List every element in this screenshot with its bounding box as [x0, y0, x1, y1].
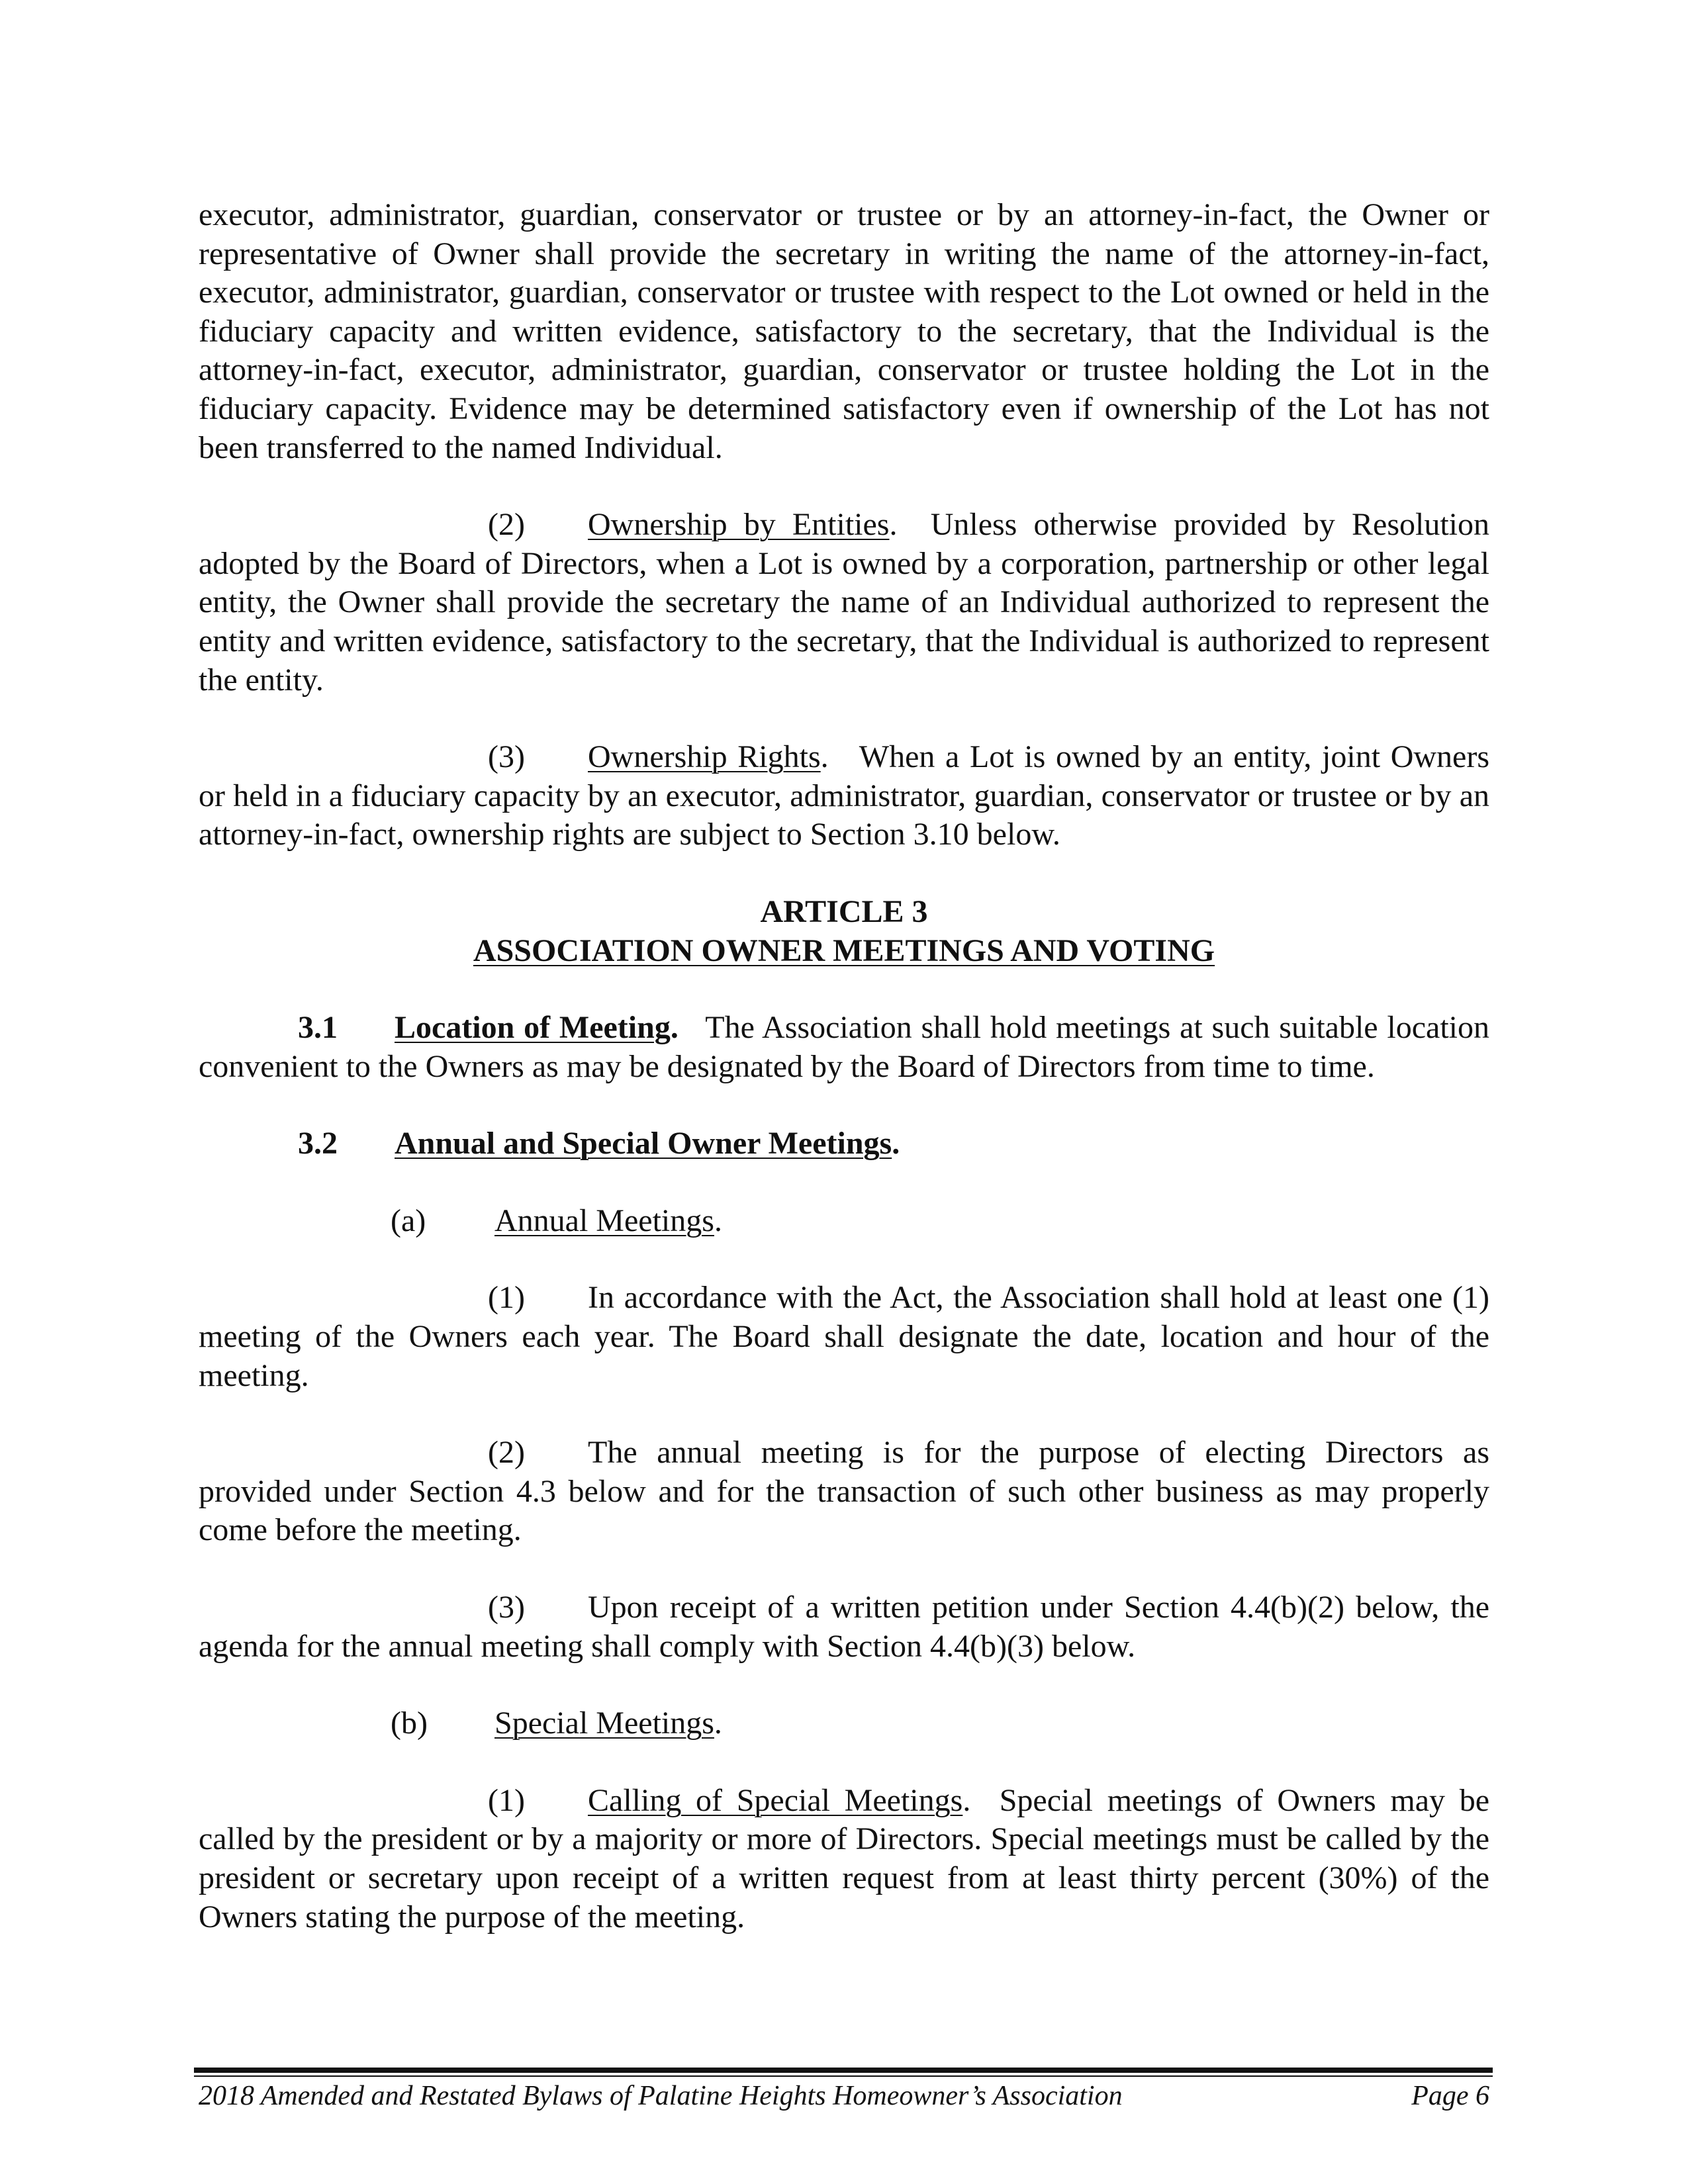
item-number: (1): [488, 1280, 525, 1316]
subsection-heading: Special Meetings: [494, 1706, 714, 1741]
item-heading: Calling of Special Meetings: [588, 1782, 963, 1818]
page-footer: [199, 2078, 1489, 2114]
special-item-1: (1) Calling of Special Meetings. Special meetings of Owners may be called by the president or by a majority or more of Directors. Special meetings must be called by the president or secretary upon receipt of a written request from at least thirty percent (30%) of the Owners stating the purpose of the meeting.: [199, 1782, 1489, 1934]
section-heading: Annual and Special Owner Meetings: [395, 1126, 892, 1161]
section-3-1: 3.1 Location of Meeting. The Association shall hold meetings at such suitable location convenient to the Owners as may be designated by the Board of Directors from time to time.: [199, 1010, 1489, 1084]
item-text: Unless otherwise provided by Resolution adopted by the Board of Directors, when a Lot is owned by a corporation, partnership or other legal entity, the Owner shall provide the secretary the name of an Individual authorized to represent the entity and written evidence, satisfactory to the secretary, that the Individual is authorized to represent the entity.: [199, 507, 1489, 698]
footer-divider: [194, 2068, 1493, 2077]
item-heading: Ownership by Entities: [588, 507, 890, 543]
item-number: (1): [488, 1782, 525, 1818]
item-heading: Ownership Rights: [588, 739, 821, 775]
item-text: Upon receipt of a written petition under Section 4.4(b)(2) below, the agenda for the annual meeting shall comply with Section 4.4(b)(3) below.: [199, 1590, 1489, 1664]
section-heading: Location of Meeting: [395, 1010, 671, 1046]
subsection-heading: Annual Meetings: [494, 1203, 714, 1238]
section-text: The Association shall hold meetings at such suitable location convenient to the Owners as may be designated by the Board of Directors from time to time.: [199, 1010, 1489, 1084]
item-number: (3): [488, 739, 525, 775]
item-text: Special meetings of Owners may be called by the president or by a majority or more of Directors. Special meetings must be called by the president or secretary upon receipt of a written request from at least thirty percent (30%) of the Owners stating the purpose of the meeting.: [199, 1782, 1489, 1934]
item-number: (2): [488, 507, 525, 543]
section-3-2: 3.2 Annual and Special Owner Meetings.: [199, 1124, 1489, 1163]
annual-item-3: [199, 1588, 1489, 1666]
section-number: 3.1: [298, 1010, 338, 1046]
item-number: (2): [488, 1435, 525, 1471]
paragraph-fiduciary: executor, administrator, guardian, conservator or trustee or by an attorney-in-fact, the Owner or representative of Owner shall provide the secretary in writing the name of the attorney-in-fact, executor, administrator, guardian, conservator or trustee with respect to the Lot owned or held in the fiduciary capacity and written evidence, satisfactory to the secretary, that the Individual is the attorney-in-fact, executor, administrator, guardian, conservator or trustee holding the Lot in the fiduciary capacity. Evidence may be determined satisfactory even if ownership of the Lot has not been transferred to the named Individual.: [199, 197, 1489, 465]
article-number: ARTICLE 3: [760, 893, 928, 929]
subsection-a: (a) Annual Meetings.: [199, 1202, 1489, 1241]
annual-item-1: [199, 1279, 1489, 1395]
page-number: Page 6: [1411, 2081, 1489, 2111]
item-text: The annual meeting is for the purpose of electing Directors as provided under Section 4.3 below and for the transaction of such other business as may properly come before the meeting.: [199, 1435, 1489, 1548]
subsection-letter: (a): [391, 1203, 426, 1238]
annual-item-2: [199, 1433, 1489, 1550]
item-text: In accordance with the Act, the Association shall hold at least one (1) meeting of the Owners each year. The Board shall designate the date, location and hour of the meeting.: [199, 1280, 1489, 1393]
footer-title: 2018 Amended and Restated Bylaws of Palatine Heights Homeowner’s Association: [199, 2081, 1123, 2111]
section-number: 3.2: [298, 1126, 338, 1161]
article-title: ASSOCIATION OWNER MEETINGS AND VOTING: [473, 933, 1215, 968]
subsection-b: (b) Special Meetings.: [199, 1704, 1489, 1743]
paragraph-ownership-rights: (3) Ownership Rights. When a Lot is owned by an entity, joint Owners or held in a fiduciary capacity by an executor, administrator, guardian, conservator or trustee or by an attorney-in-fact, ownership rights are subject to Section 3.10 below.: [199, 739, 1490, 852]
paragraph-ownership-by-entities: (2) Ownership by Entities. Unless otherwise provided by Resolution adopted by the Board of Directors, when a Lot is owned by a corporation, partnership or other legal entity, the Owner shall provide the secretary the name of an Individual authorized to represent the entity and written evidence, satisfactory to the secretary, that the Individual is authorized to represent the entity.: [199, 507, 1489, 698]
item-text: When a Lot is owned by an entity, joint Owners or held in a fiduciary capacity by an executor, administrator, guardian, conservator or trustee or by an attorney-in-fact, ownership rights are subject to Section 3.10 below.: [199, 739, 1490, 852]
subsection-letter: (b): [391, 1706, 428, 1741]
item-number: (3): [488, 1590, 525, 1625]
document-page: [199, 196, 1489, 1936]
